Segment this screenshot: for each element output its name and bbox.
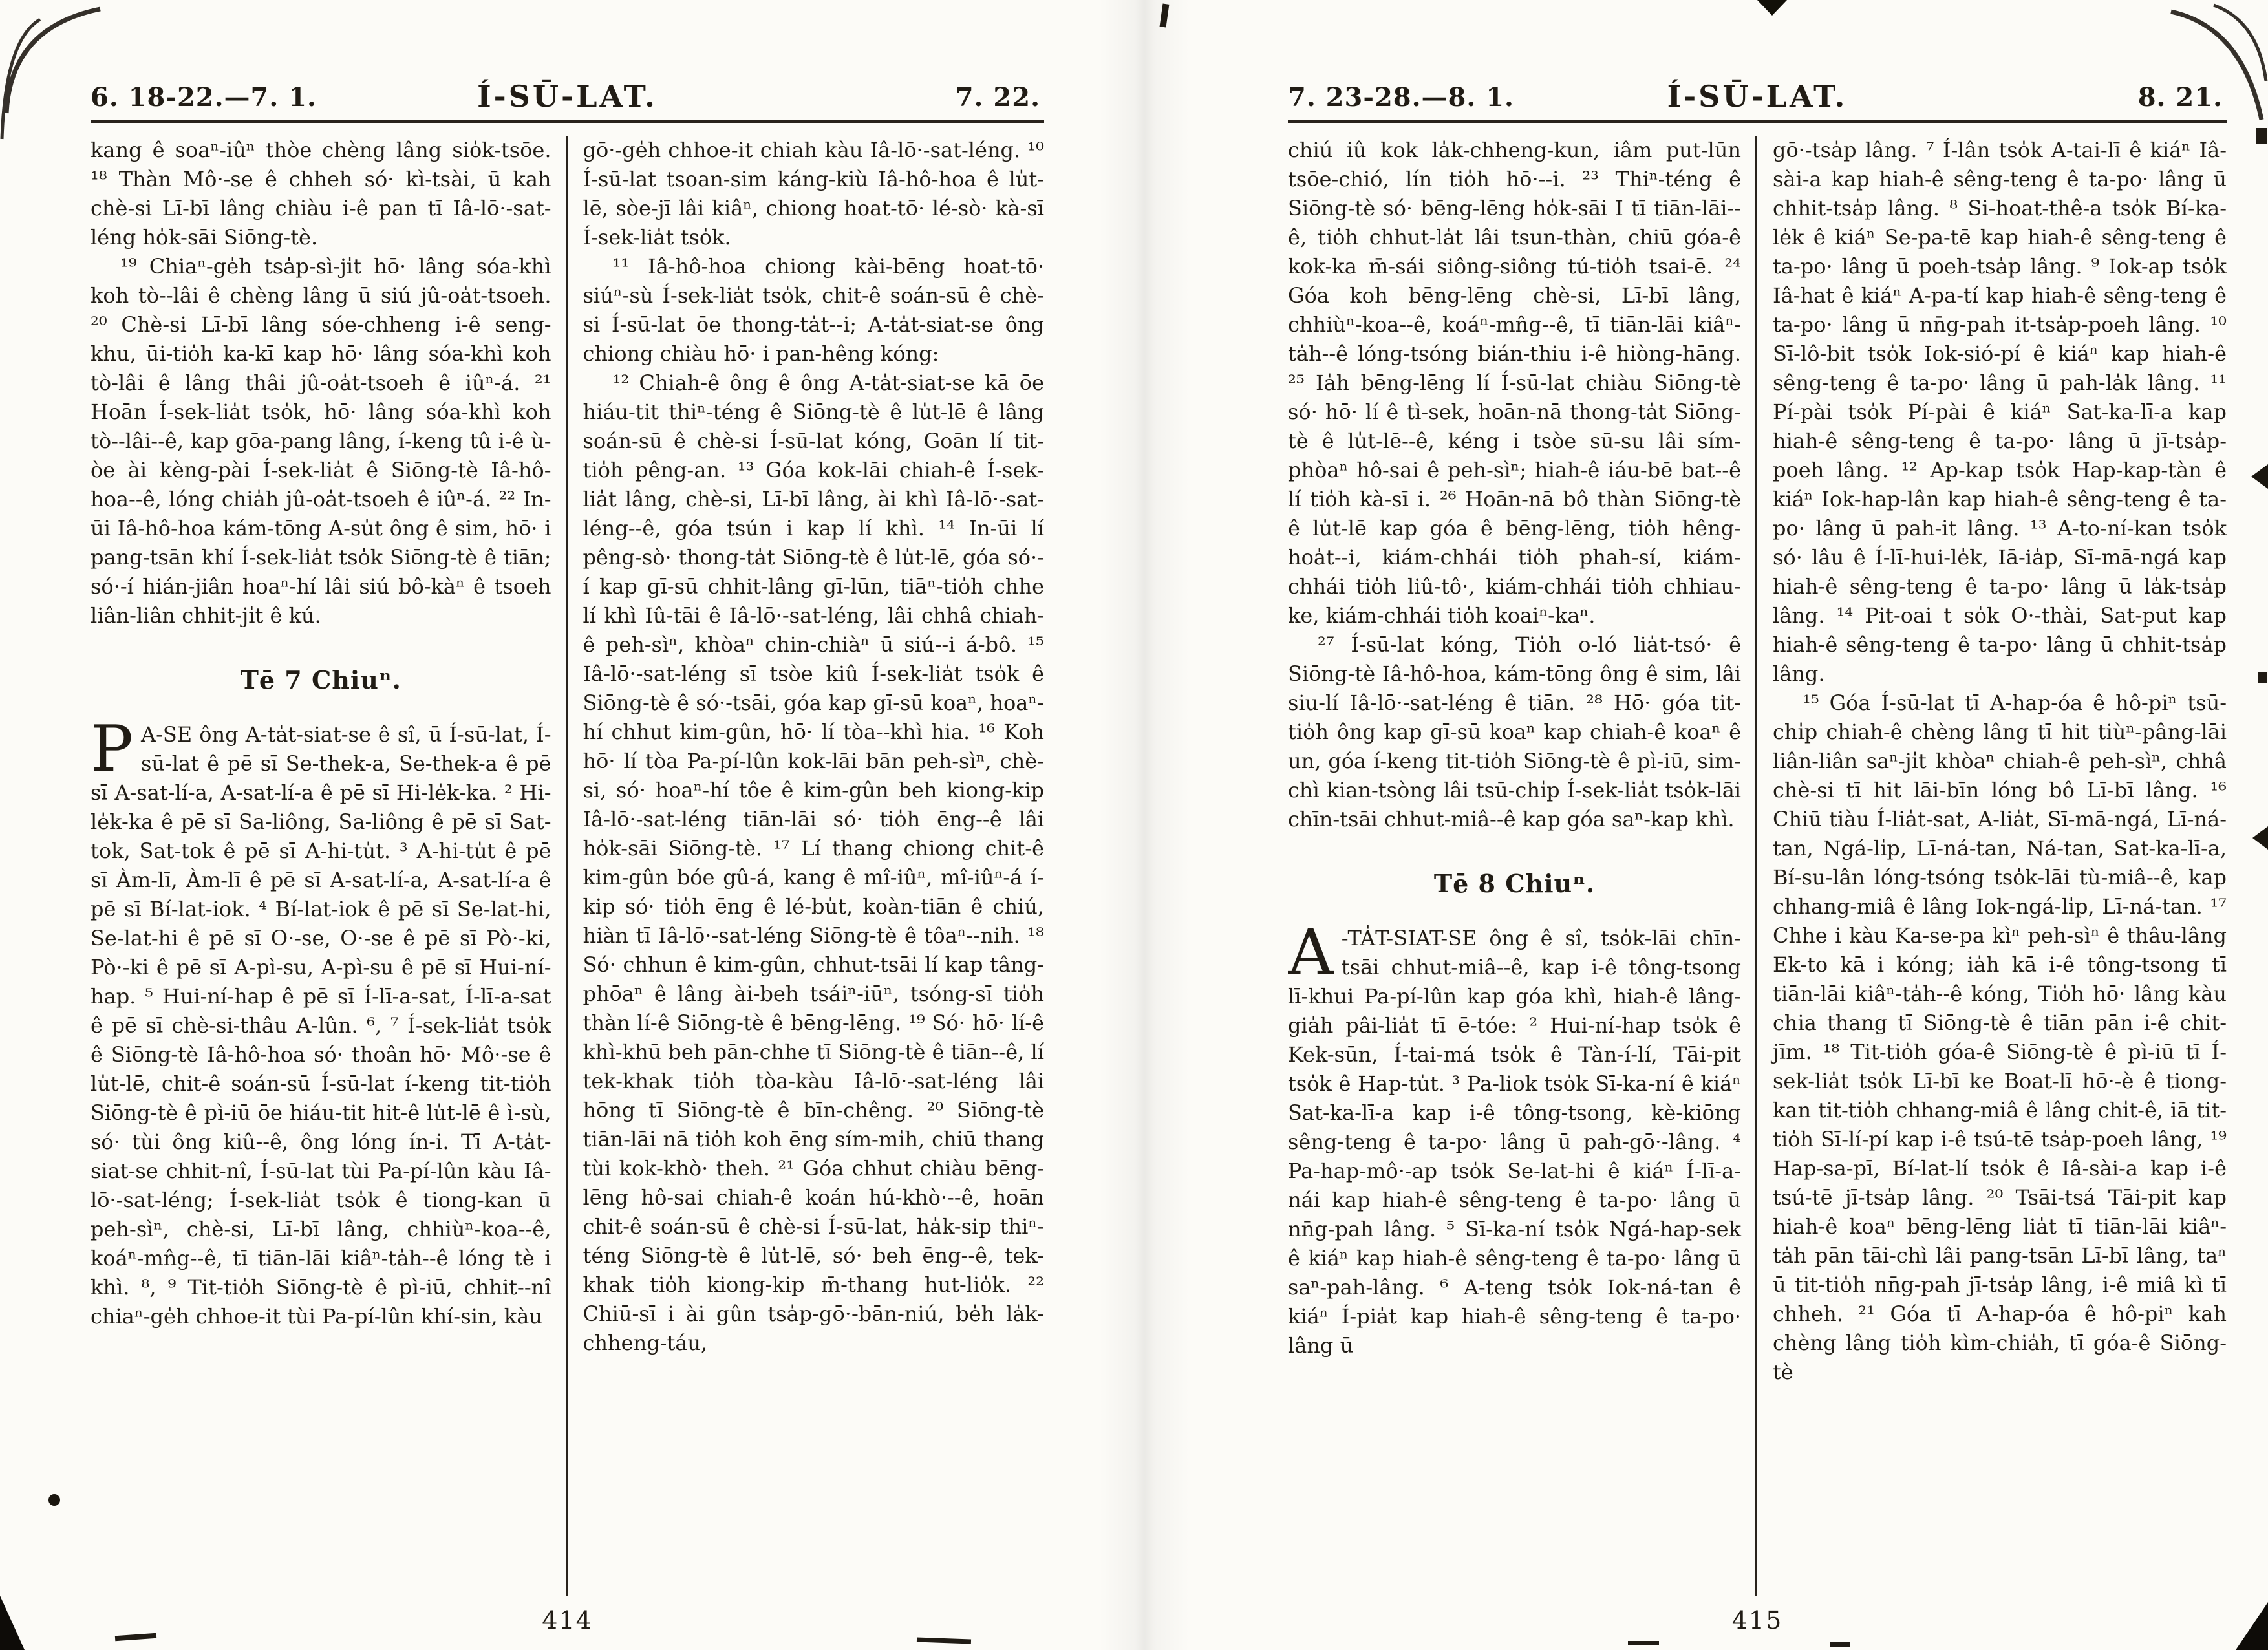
text-column-2 — [568, 136, 1045, 1596]
paragraph: chiú iû kok la̍k-chheng-kun, iâm put-lūn tsōe-chió, lín tio̍h hō·--i. ²³ Thiⁿ-téng ê Siōng-tè só· bēng-lēng ho̍k-sāi I tī tiān-lāi--ê, tio̍h chhut-la̍t lâi tsun-thàn, chiū góa-ê kok-ka m̄-sái siông-siông tú-tio̍h tsai-ē. ²⁴ Góa koh bēng-lēng chè-si, Lī-bī lâng, chhiùⁿ-koa--ê, koáⁿ-mn̂g--ê, tī tiān-lāi kiâⁿ-ta̍h--ê lóng-tsóng bián-thiu i-ê hiòng-hāng. ²⁵ Ia̍h bēng-lēng lí Í-sū-lat chiàu Siōng-tè só· hō· lí ê tì-sek, hoān-nā thong-ta̍t Siōng-tè ê lu̍t-lē--ê, kéng i tsòe sū-su lâi sím-phòaⁿ hô-sai ê peh-sìⁿ; hiah-ê iáu-bē bat--ê lí tio̍h kà-sī i. ²⁶ Hoān-nā bô thàn Siōng-tè ê lu̍t-lē kap góa ê bēng-lēng, tio̍h hêng-hoa̍t--i, kiám-chhái tio̍h phah-sí, kiám-chhái tio̍h liû-tô·, kiám-chhái tio̍h chhiau-ke, kiám-chhái tio̍h koaiⁿ-kaⁿ. — [1288, 138, 1741, 628]
paragraph: ¹⁵ Góa Í-sū-lat tī A-hap-óa ê hô-piⁿ tsū-chi̍p chiah-ê chèng lâng tī hit tiùⁿ-pâng-lāi liân-liân saⁿ-ji̍t khòaⁿ chiah-ê peh-sìⁿ, chhâ chè-si tī hit lāi-bīn lóng bô Lī-bī lâng. ¹⁶ Chiū tiàu Í-lia̍t-sat, A-lia̍t, Sī-mā-ngá, Lī-ná-tan, Ngá-li̍p, Lī-ná-tan, Ná-tan, Sat-ka-lī-a, Bí-su-lân lóng-tsóng tso̍k-lāi tù-miâ--ê, kap chhang-miâ ê lâng Iok-ngá-li̍p, Lī-ná-tan. ¹⁷ Chhe i kàu Ka-se-pa kìⁿ peh-sìⁿ ê thâu-lâng Ek-to kā i kóng; ia̍h kā i-ê tông-tsong tī tiān-lāi kiâⁿ-ta̍h--ê kóng, Tio̍h hō· lâng kàu chia thang tī Siōng-tè ê tiān pān i-ê chit-jīm. ¹⁸ Tit-tio̍h góa-ê Siōng-tè ê pì-iū tī Í-sek-lia̍t tso̍k Lī-bī ke Boat-lī hō·-è ê tiong-kan tit-tio̍h chhang-miâ ê lâng chi̍t-ê, iā tit-tio̍h Sī-lí-pí kap i-ê tsú-tē tsa̍p-poeh lâng, ¹⁹ Hap-sa-pī, Bí-lat-lí tso̍k ê Iâ-sài-a kap i-ê tsú-tē jī-tsa̍p lâng. ²⁰ Tsāi-tsá Tāi-pit kap hiah-ê koaⁿ bēng-lēng lia̍t tī tiān-lāi kiâⁿ-ta̍h pān tāi-chì lâi pang-tsān Lī-bī lâng, taⁿ ū tit-tio̍h nn̄g-pah jī-tsa̍p lâng, i-ê miâ kì tī chheh. ²¹ Góa tī A-hap-óa ê hô-piⁿ kah chèng lâng tio̍h kìm-chia̍h, tī góa-ê Siōng-tè — [1773, 691, 2227, 1384]
page-number: 414 — [542, 1606, 593, 1634]
text-column-2 — [1757, 136, 2227, 1596]
gutter-shadow — [1099, 0, 1190, 1650]
drop-cap: P — [91, 712, 133, 786]
verse-range-right: 7. 22. — [955, 82, 1040, 112]
running-head-right-page — [1288, 76, 2227, 123]
text-column-1 — [91, 136, 568, 1596]
book-title: Í-SŪ-LAT. — [1667, 79, 1848, 114]
page-left — [91, 76, 1044, 1634]
verse-range-right: 8. 21. — [2137, 82, 2223, 112]
paragraph: ¹¹ Iâ-hô-hoa chiong kài-bēng hoat-tō· siúⁿ-sù Í-sek-lia̍t tso̍k, chit-ê soán-sū ê chè-si Í-sū-lat ōe thong-ta̍t--i; A-ta̍t-siat-se ông chiong chiàu hō· i pan-hêng kóng: — [583, 254, 1044, 366]
book-title: Í-SŪ-LAT. — [477, 79, 658, 114]
chapter-heading: Tē 7 Chiuⁿ. — [240, 665, 401, 694]
text-column-1 — [1288, 136, 1757, 1596]
page-number: 415 — [1731, 1606, 1783, 1634]
paragraph: kang ê soaⁿ-iûⁿ thòe chèng lâng sio̍k-tsōe. ¹⁸ Thàn Mô·-se ê chheh só· kì-tsài, ū kah chè-si Lī-bī lâng chiàu i-ê pan tī Iâ-lō·-sat-léng ho̍k-sāi Siōng-tè. — [91, 138, 551, 250]
page-right — [1288, 76, 2227, 1634]
paragraph: ²⁷ Í-sū-lat kóng, Tio̍h o-ló lia̍t-tsó· ê Siōng-tè Iâ-hô-hoa, kám-tōng ông ê sim, lâi siu-lí Iâ-lō·-sat-léng ê tiān. ²⁸ Hō· góa tit-tio̍h ông kap gī-sū koaⁿ kap chiah-ê koaⁿ ê un, góa í-keng tit-tio̍h Siōng-tè ê pì-iū, sim-chì kian-tsòng lâi tsū-chi̍p Í-sek-lia̍t tso̍k-lāi chīn-tsāi chhut-miâ--ê kap góa saⁿ-kap khì. — [1288, 632, 1741, 831]
text-columns — [1288, 136, 2227, 1596]
paragraph: ¹⁹ Chiaⁿ-ge̍h tsa̍p-sì-ji̍t hō· lâng sóa-khì koh tò--lâi ê chèng lâng ū siú jû-oa̍t-tsoeh. ²⁰ Chè-si Lī-bī lâng sóe-chheng i-ê seng-khu, ūi-tio̍h ka-kī kap hō· lâng sóa-khì koh tò-lâi ê lâng thâi jû-oa̍t-tsoeh ê iûⁿ-á. ²¹ Hoān Í-sek-lia̍t tso̍k, hō· lâng sóa-khì koh tò--lâi--ê, kap gōa-pang lâng, í-keng tû i-ê ù-òe ài kèng-pài Í-sek-lia̍t ê Siōng-tè Iâ-hô-hoa--ê, lóng chia̍h jû-oa̍t-tsoeh ê iûⁿ-á. ²² In-ūi Iâ-hô-hoa kám-tōng A-su̍t ông ê sim, hō· i pang-tsān khí Í-sek-lia̍t tso̍k Siōng-tè ê tiān; só·-í hián-jiân hoaⁿ-hí lâi siú bô-kàⁿ ê tsoeh liân-liân chhit-ji̍t ê kú. — [91, 254, 551, 628]
verse-range-left: 6. 18-22.—7. 1. — [91, 82, 317, 112]
verse-range-left: 7. 23-28.—8. 1. — [1288, 82, 1514, 112]
chapter-heading: Tē 8 Chiuⁿ. — [1433, 869, 1596, 898]
text-columns — [91, 136, 1044, 1596]
running-head-left-page — [91, 76, 1044, 123]
drop-cap: A — [1288, 916, 1334, 990]
paragraph: A -TA̍T-SIAT-SE ông ê sî, tso̍k-lāi chīn-tsāi chhut-miâ--ê, kap i-ê tông-tsong lī-khui Pa-pí-lûn kap góa khì, hiah-ê lâng-gia̍h pâi-lia̍t tī ē-tóe: ² Hui-ní-hap tso̍k ê Kek-sūn, Í-tai-má tso̍k ê Tàn-í-lí, Tāi-pit tso̍k ê Hap-tu̍t. ³ Pa-liok tso̍k Sī-ka-ní ê kiáⁿ Sat-ka-lī-a kap i-ê tông-tsong, kè-kiōng sêng-teng ê ta-po· lâng ū pah-gō·-lâng. ⁴ Pa-hap-mô·-ap tso̍k Se-lat-hi ê kiáⁿ Í-lī-a-nái kap hiah-ê sêng-teng ê ta-po· lâng ū nn̄g-pah lâng. ⁵ Sī-ka-ní tso̍k Ngá-hap-sek ê kiáⁿ kap hiah-ê sêng-teng ê ta-po· lâng ū saⁿ-pah-lâng. ⁶ A-teng tso̍k Iok-ná-tan ê kiáⁿ Í-pia̍t kap hiah-ê sêng-teng ê ta-po· lâng ū — [1288, 916, 1741, 1358]
paragraph: gō·-ge̍h chhoe-it chiah kàu Iâ-lō·-sat-léng. ¹⁰ Í-sū-lat tsoan-sim káng-kiù Iâ-hô-hoa ê lu̍t-lē, sòe-jī lâi kiâⁿ, chiong hoat-tō· lé-sò· kà-sī Í-sek-lia̍t tso̍k. — [583, 138, 1044, 250]
paragraph: ¹² Chiah-ê ông ê ông A-ta̍t-siat-se kā ōe hiáu-tit thiⁿ-téng ê Siōng-tè ê lu̍t-lē ê lâng soán-sū ê chè-si Í-sū-lat kóng, Goān lí tit-tio̍h pêng-an. ¹³ Góa kok-lāi chiah-ê Í-sek-lia̍t lâng, chè-si, Lī-bī lâng, ài khì Iâ-lō·-sat-léng--ê, góa tsún i kap lí khì. ¹⁴ In-ūi lí pêng-sò· thong-ta̍t Siōng-tè ê lu̍t-lē, góa só·-í kap gī-sū chhit-lâng gī-lūn, tiāⁿ-tio̍h chhe lí khì Iû-tāi ê Iâ-lō·-sat-léng, lâi chhâ chiah-ê peh-sìⁿ, khòaⁿ chin-chiàⁿ ū siú--i á-bô. ¹⁵ Iâ-lō·-sat-léng sī tsòe kiû Í-sek-lia̍t tso̍k ê Siōng-tè ê só·-tsāi, góa kap gī-sū koaⁿ, hoaⁿ-hí chhut kim-gûn, hō· lí tòa--khì hia. ¹⁶ Koh hō· lí tòa Pa-pí-lûn kok-lāi bān peh-sìⁿ, chè-si, só· hoaⁿ-hí tôe ê kim-gûn beh kiong-kip Iâ-lō·-sat-léng tiān-lāi só· tio̍h ēng--ê lâi ho̍k-sāi Siōng-tè. ¹⁷ Lí thang chiong chit-ê kim-gûn bóe gû-á, kang ê mî-iûⁿ, mî-iûⁿ-á í-kip só· tio̍h ēng ê lé-bu̍t, koàn-tiān ê chiú, hiàn tī Iâ-lō·-sat-léng Siōng-tè ê tôaⁿ--nih. ¹⁸ Só· chhun ê kim-gûn, chhut-tsāi lí kap tâng-phōaⁿ ê lâng ài-beh tsáiⁿ-iūⁿ, tsóng-sī tio̍h thàn lí-ê Siōng-tè ê bēng-lēng. ¹⁹ Só· hō· lí-ê khì-khū beh pān-chhe tī Siōng-tè ê tiān--ê, lí tek-khak tio̍h tòa-kàu Iâ-lō·-sat-léng lâi hōng tī Siōng-tè ê bīn-chêng. ²⁰ Siōng-tè tiān-lāi nā tio̍h koh ēng sím-mi̍h, chiū thang tùi kok-khò· theh. ²¹ Góa chhut chiàu bēng-lēng hô-sai chiah-ê koán hú-khò·--ê, hoān chit-ê soán-sū ê chè-si Í-sū-lat, ha̍k-sip thiⁿ-téng Siōng-tè ê lu̍t-lē, só· beh ēng--ê, tek-khak tio̍h kiong-kip m̄-thang hut-lio̍k. ²² Chiū-sī i ài gûn tsa̍p-gō·-bān-niú, be̍h la̍k-chheng-táu, — [583, 370, 1044, 1355]
paragraph: P A-SE ông A-ta̍t-siat-se ê sî, ū Í-sū-lat, Í-sū-lat ê pē sī Se-thek-a, Se-thek-a ê pē sī A-sat-lí-a, A-sat-lí-a ê pē sī Hi-le̍k-ka. ² Hi-le̍k-ka ê pē sī Sa-liông, Sa-liông ê pē sī Sat-tok, Sat-tok ê pē sī A-hi-tu̍t. ³ A-hi-tu̍t ê pē sī Àm-lī, Àm-lī ê pē sī A-sat-lí-a, A-sat-lí-a ê pē sī Bí-lat-iok. ⁴ Bí-lat-iok ê pē sī Se-lat-hi, Se-lat-hi ê pē sī O·-se, O·-se ê pē sī Pò·-ki, Pò·-ki ê pē sī A-pì-su, A-pì-su ê pē sī Hui-ní-hap. ⁵ Hui-ní-hap ê pē sī Í-lī-a-sat, Í-lī-a-sat ê pē sī chè-si-thâu A-lûn. ⁶, ⁷ Í-sek-lia̍t tso̍k ê Siōng-tè Iâ-hô-hoa só· thoân hō· Mô·-se ê lu̍t-lē, chit-ê soán-sū Í-sū-lat í-keng tit-tio̍h Siōng-tè ê pì-iū ōe hiáu-tit hit-ê lu̍t-lē ê ì-sù, só· tùi ông kiû--ê, ông lóng ín-i. Tī A-ta̍t-siat-se chhit-nî, Í-sū-lat tùi Pa-pí-lûn kàu Iâ-lō·-sat-léng; Í-sek-lia̍t tso̍k ê tiong-kan ū peh-sìⁿ, chè-si, Lī-bī lâng, chhiùⁿ-koa--ê, koáⁿ-mn̂g--ê, tī tiān-lāi kiâⁿ-ta̍h--ê lóng tè i khì. ⁸, ⁹ Tit-tio̍h Siōng-tè ê pì-iū, chhit--nî chiaⁿ-ge̍h chhoe-it tùi Pa-pí-lûn khí-sin, kàu — [91, 712, 551, 1329]
paragraph: gō·-tsa̍p lâng. ⁷ Í-lân tso̍k A-tai-lī ê kiáⁿ Iâ-sài-a kap hiah-ê sêng-teng ê ta-po· lâng ū chhit-tsa̍p lâng. ⁸ Si-hoat-thê-a tso̍k Bí-ka-le̍k ê kiáⁿ Se-pa-tē kap hiah-ê sêng-teng ê ta-po· lâng ū poeh-tsa̍p lâng. ⁹ Iok-ap tso̍k Iâ-hat ê kiáⁿ A-pa-tí kap hiah-ê sêng-teng ê ta-po· lâng ū nn̄g-pah it-tsa̍p-poeh lâng. ¹⁰ Sī-lô-bit tso̍k Iok-sió-pí ê kiáⁿ kap hiah-ê sêng-teng ê ta-po· lâng ū pah-la̍k lâng. ¹¹ Pí-pài tso̍k Pí-pài ê kiáⁿ Sat-ka-lī-a kap hiah-ê sêng-teng ê ta-po· lâng ū jī-tsa̍p-poeh lâng. ¹² Ap-kap tso̍k Hap-kap-tàn ê kiáⁿ Iok-hap-lân kap hiah-ê sêng-teng ê ta-po· lâng ū pah-it lâng. ¹³ A-to-ní-kan tso̍k só· lâu ê Í-lī-hui-le̍k, Iā-ia̍p, Sī-mā-ngá kap hiah-ê sêng-teng ê ta-po· lâng ū la̍k-tsa̍p lâng. ¹⁴ Pit-oai t so̍k O·-thài, Sat-put kap hiah-ê sêng-teng ê ta-po· lâng ū chhit-tsa̍p lâng. — [1773, 138, 2227, 686]
